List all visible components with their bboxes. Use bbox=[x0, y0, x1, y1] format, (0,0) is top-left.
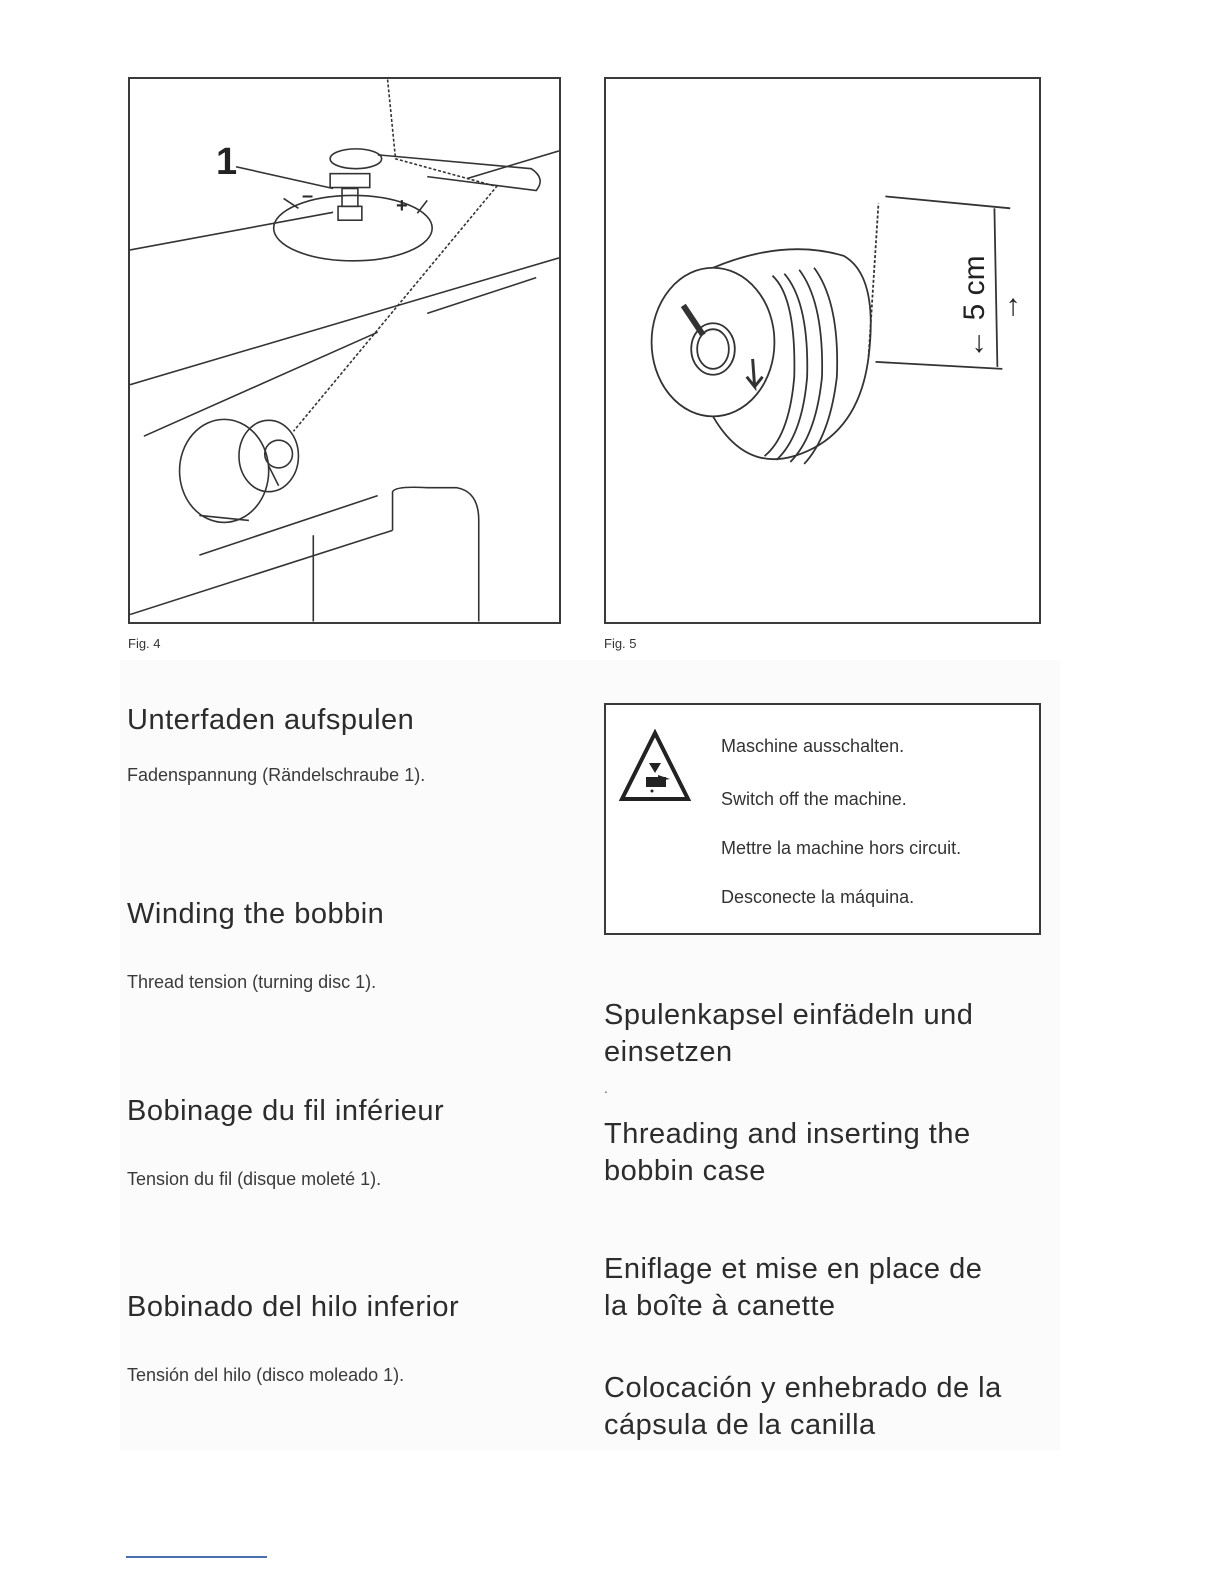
warning-box bbox=[604, 703, 1041, 935]
figure-5-caption: Fig. 5 bbox=[604, 636, 637, 651]
text-de: Fadenspannung (Rändelschraube 1). bbox=[127, 765, 426, 785]
text-fr: Tension du fil (disque moleté 1). bbox=[127, 1169, 382, 1189]
heading-en: Winding the bobbin bbox=[127, 898, 385, 930]
figure-4-caption: Fig. 4 bbox=[128, 636, 161, 651]
right-heading-es-line2: cápsula de la canilla bbox=[604, 1409, 876, 1441]
right-heading-fr-line1: Eniflage et mise en place de bbox=[604, 1253, 983, 1285]
heading-fr: Bobinage du fil inférieur bbox=[127, 1095, 445, 1127]
bobbin-winding-illustration bbox=[130, 79, 559, 622]
warning-line-fr: Mettre la machine hors circuit. bbox=[721, 838, 962, 858]
footer-rule bbox=[126, 1556, 267, 1558]
right-heading-fr bbox=[604, 1251, 982, 1325]
minus-label: – bbox=[302, 185, 314, 207]
heading-de: Unterfaden aufspulen bbox=[127, 704, 415, 736]
right-heading-de-line1: Spulenkapsel einfädeln und bbox=[604, 999, 974, 1031]
stray-mark: . bbox=[604, 1080, 608, 1096]
plus-label: + bbox=[396, 195, 408, 217]
heading-es: Bobinado del hilo inferior bbox=[127, 1291, 460, 1323]
text-en: Thread tension (turning disc 1). bbox=[127, 972, 377, 992]
right-heading-es-line1: Colocación y enhebrado de la bbox=[604, 1372, 1002, 1404]
warning-line-de: Maschine ausschalten. bbox=[721, 736, 905, 756]
measurement-5cm-label: ← 5 cm → bbox=[958, 255, 1025, 359]
hand-hazard-warning-icon bbox=[618, 729, 692, 803]
right-heading-de bbox=[604, 997, 973, 1071]
right-heading-en bbox=[604, 1116, 971, 1190]
figure-4-bobbin-winding bbox=[128, 77, 561, 624]
warning-line-es: Desconecte la máquina. bbox=[721, 887, 915, 907]
warning-line-en: Switch off the machine. bbox=[721, 789, 907, 809]
figure-5-bobbin-case bbox=[604, 77, 1041, 624]
right-heading-en-line1: Threading and inserting the bbox=[604, 1118, 971, 1150]
right-heading-fr-line2: la boîte à canette bbox=[604, 1290, 836, 1322]
text-es: Tensión del hilo (disco moleado 1). bbox=[127, 1365, 405, 1385]
right-heading-de-line2: einsetzen bbox=[604, 1036, 733, 1068]
right-heading-es bbox=[604, 1370, 1002, 1444]
callout-number-1: 1 bbox=[216, 141, 238, 183]
right-heading-en-line2: bobbin case bbox=[604, 1155, 766, 1187]
